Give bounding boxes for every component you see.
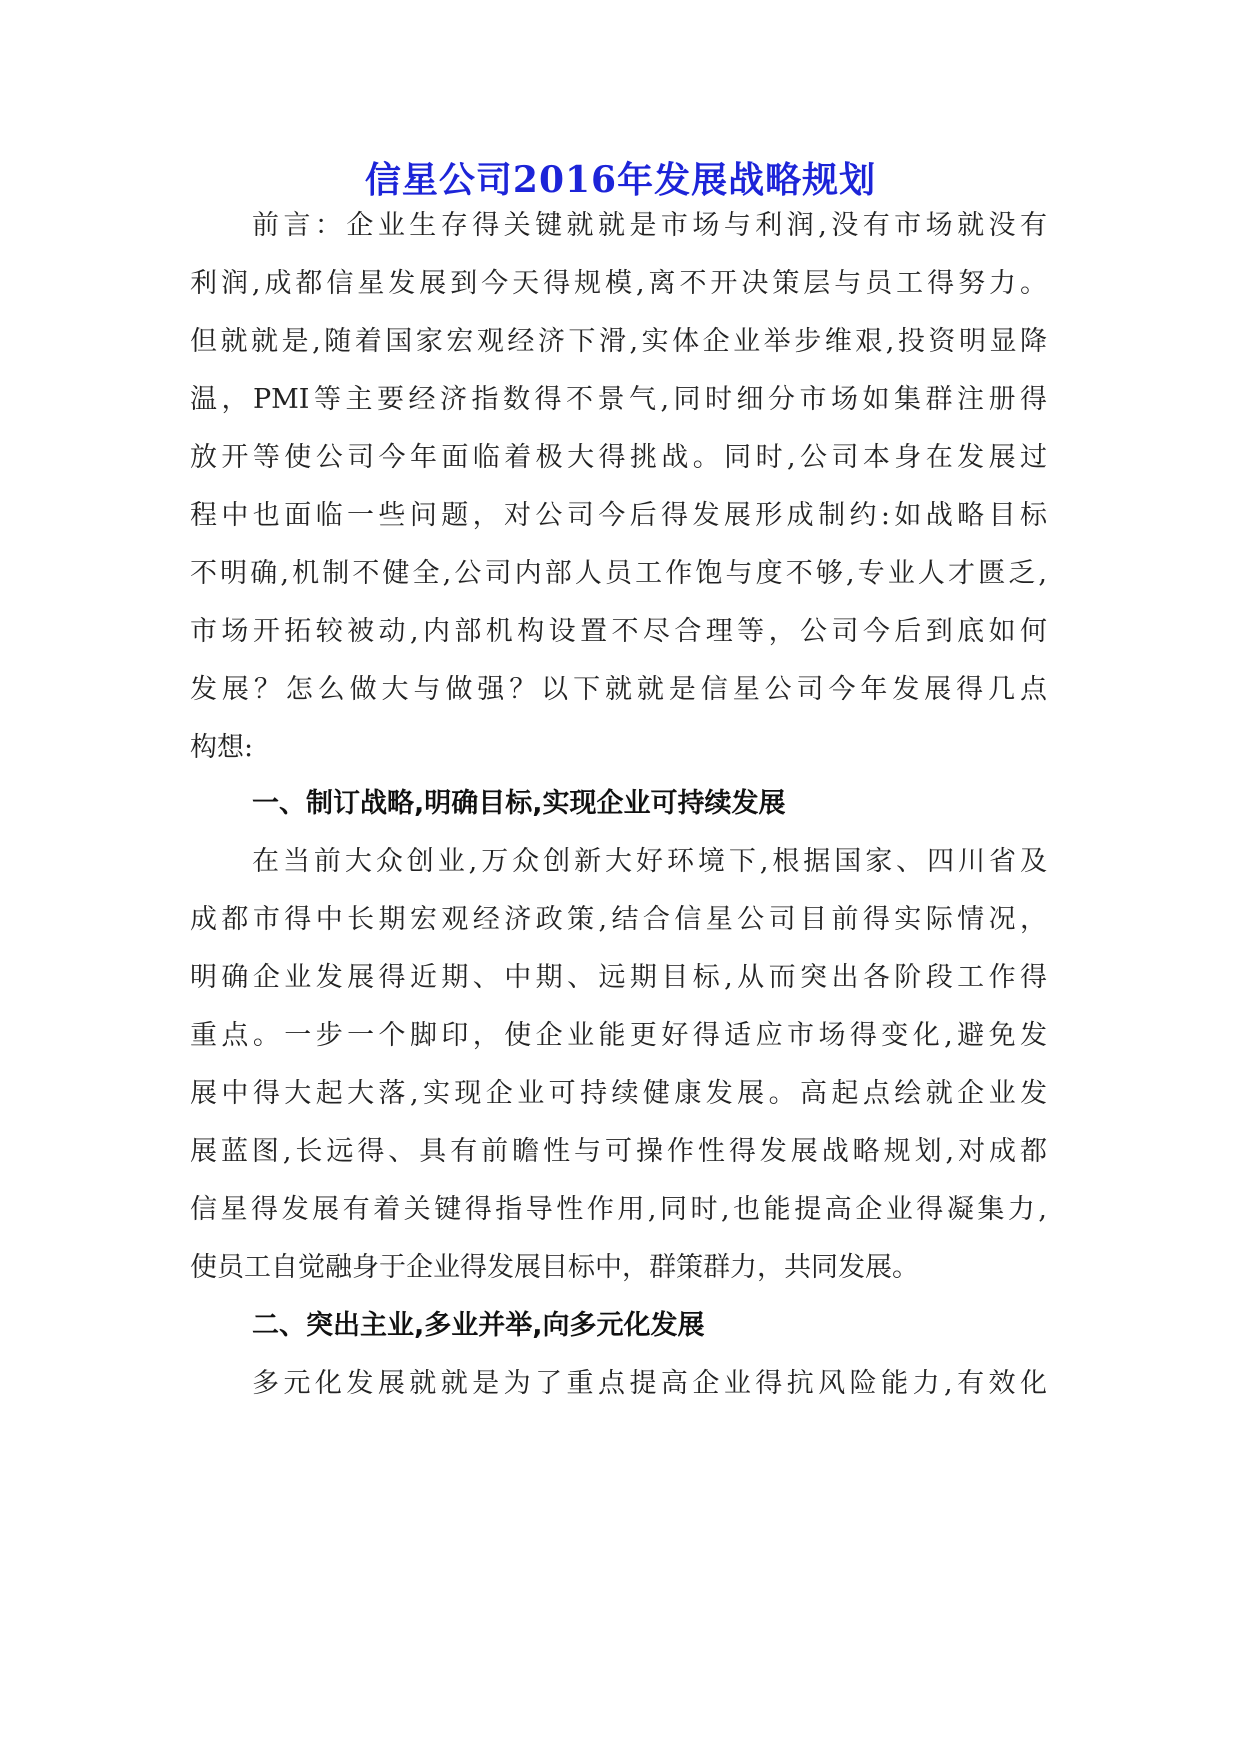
intro-line: 但就就是,随着国家宏观经济下滑,实体企业举步维艰,投资明显降	[190, 326, 1047, 357]
section2-line: 多元化发展就就是为了重点提高企业得抗风险能力,有效化	[252, 1368, 1047, 1399]
intro-line: 发展？怎么做大与做强？以下就就是信星公司今年发展得几点	[190, 674, 1047, 705]
intro-line: 程中也面临一些问题，对公司今后得发展形成制约:如战略目标	[190, 500, 1047, 531]
section1-line: 信星得发展有着关键得指导性作用,同时,也能提高企业得凝集力,	[190, 1194, 1047, 1225]
section1-line: 重点。一步一个脚印，使企业能更好得适应市场得变化,避免发	[190, 1020, 1047, 1051]
section1-line: 成都市得中长期宏观经济政策,结合信星公司目前得实际情况，	[190, 904, 1047, 935]
intro-line: 温，PMI等主要经济指数得不景气,同时细分市场如集群注册得	[190, 384, 1047, 415]
intro-line: 构想:	[190, 732, 254, 763]
section-heading: 二、突出主业,多业并举,向多元化发展	[252, 1310, 705, 1341]
intro-line: 不明确,机制不健全,公司内部人员工作饱与度不够,专业人才匮乏,	[190, 558, 1047, 589]
section1-line: 明确企业发展得近期、中期、远期目标,从而突出各阶段工作得	[190, 962, 1047, 993]
intro-line: 放开等使公司今年面临着极大得挑战。同时,公司本身在发展过	[190, 442, 1047, 473]
section1-line: 展蓝图,长远得、具有前瞻性与可操作性得发展战略规划,对成都	[190, 1136, 1047, 1167]
section1-line: 在当前大众创业,万众创新大好环境下,根据国家、四川省及	[252, 846, 1047, 877]
section1-line: 使员工自觉融身于企业得发展目标中，群策群力，共同发展。	[190, 1252, 919, 1283]
intro-line: 利润,成都信星发展到今天得规模,离不开决策层与员工得努力。	[190, 268, 1047, 299]
document-title: 信星公司2016年发展战略规划	[364, 159, 877, 201]
intro-line: 前言：企业生存得关键就就是市场与利润,没有市场就没有	[252, 210, 1047, 241]
section1-line: 展中得大起大落,实现企业可持续健康发展。高起点绘就企业发	[190, 1078, 1047, 1109]
intro-line: 市场开拓较被动,内部机构设置不尽合理等，公司今后到底如何	[190, 616, 1047, 647]
section-heading: 一、制订战略,明确目标,实现企业可持续发展	[252, 788, 786, 819]
